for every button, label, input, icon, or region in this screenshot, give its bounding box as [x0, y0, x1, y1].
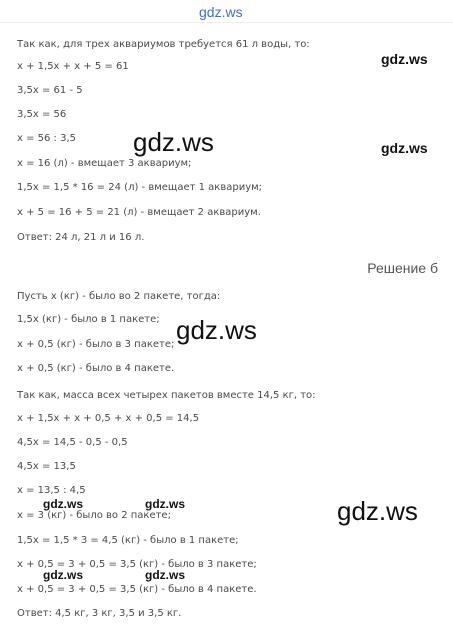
equation-line: 1,5x = 1,5 * 16 = 24 (л) - вмещает 1 аквариум;: [17, 182, 263, 193]
equation-line: x + 0,5 = 3 + 0,5 = 3,5 (кг) - было в 3 пакете;: [17, 559, 257, 570]
equation-line: x + 1,5x + x + 0,5 + x + 0,5 = 14,5: [17, 413, 200, 424]
equation-line: x + 0,5 = 3 + 0,5 = 3,5 (кг) - было в 4 пакете.: [17, 584, 257, 595]
answer-line: Ответ: 24 л, 21 л и 16 л.: [17, 232, 145, 243]
watermark: gdz.ws: [176, 315, 257, 345]
answer-line: Ответ: 4,5 кг, 3 кг, 3,5 и 3,5 кг.: [17, 608, 182, 619]
equation-line: x = 16 (л) - вмещает 3 аквариум;: [17, 158, 192, 169]
equation-line: x = 56 : 3,5: [17, 133, 77, 144]
watermark: gdz.ws: [381, 51, 428, 67]
equation-line: x + 0,5 (кг) - было в 3 пакете;: [17, 339, 175, 350]
equation-line: x = 13,5 : 4,5: [17, 485, 86, 496]
equation-line: x + 0,5 (кг) - было в 4 пакете.: [17, 363, 175, 374]
watermark: gdz.ws: [337, 496, 418, 526]
equation-line: x = 3 (кг) - было во 2 пакете;: [17, 510, 171, 521]
equation-line: x + 1,5x + x + 5 = 61: [17, 61, 129, 72]
watermark: gdz.ws: [133, 127, 214, 157]
watermark: gdz.ws: [43, 497, 84, 511]
text-line: Пусть x (кг) - было во 2 пакете, тогда:: [17, 291, 221, 302]
equation-line: 1,5x = 1,5 * 3 = 4,5 (кг) - было в 1 пакете;: [17, 535, 239, 546]
site-logo[interactable]: gdz.ws: [199, 4, 243, 20]
text-line: Так как, для трех аквариумов требуется 61 л воды, то:: [17, 39, 310, 50]
equation-line: x + 5 = 16 + 5 = 21 (л) - вмещает 2 аквариум.: [17, 207, 261, 218]
equation-line: 4,5x = 13,5: [17, 461, 76, 472]
equation-line: 3,5x = 61 - 5: [17, 85, 83, 96]
watermark: gdz.ws: [43, 568, 84, 582]
header-divider: [0, 22, 453, 23]
watermark: gdz.ws: [381, 140, 428, 156]
watermark: gdz.ws: [145, 497, 186, 511]
section-heading: Решение б: [367, 260, 438, 276]
text-line: Так как, масса всех четырех пакетов вместе 14,5 кг, то:: [17, 390, 316, 401]
equation-line: 1,5x (кг) - было в 1 пакете;: [17, 314, 160, 325]
watermark: gdz.ws: [145, 568, 186, 582]
equation-line: 4,5x = 14,5 - 0,5 - 0,5: [17, 437, 128, 448]
equation-line: 3,5x = 56: [17, 109, 67, 120]
